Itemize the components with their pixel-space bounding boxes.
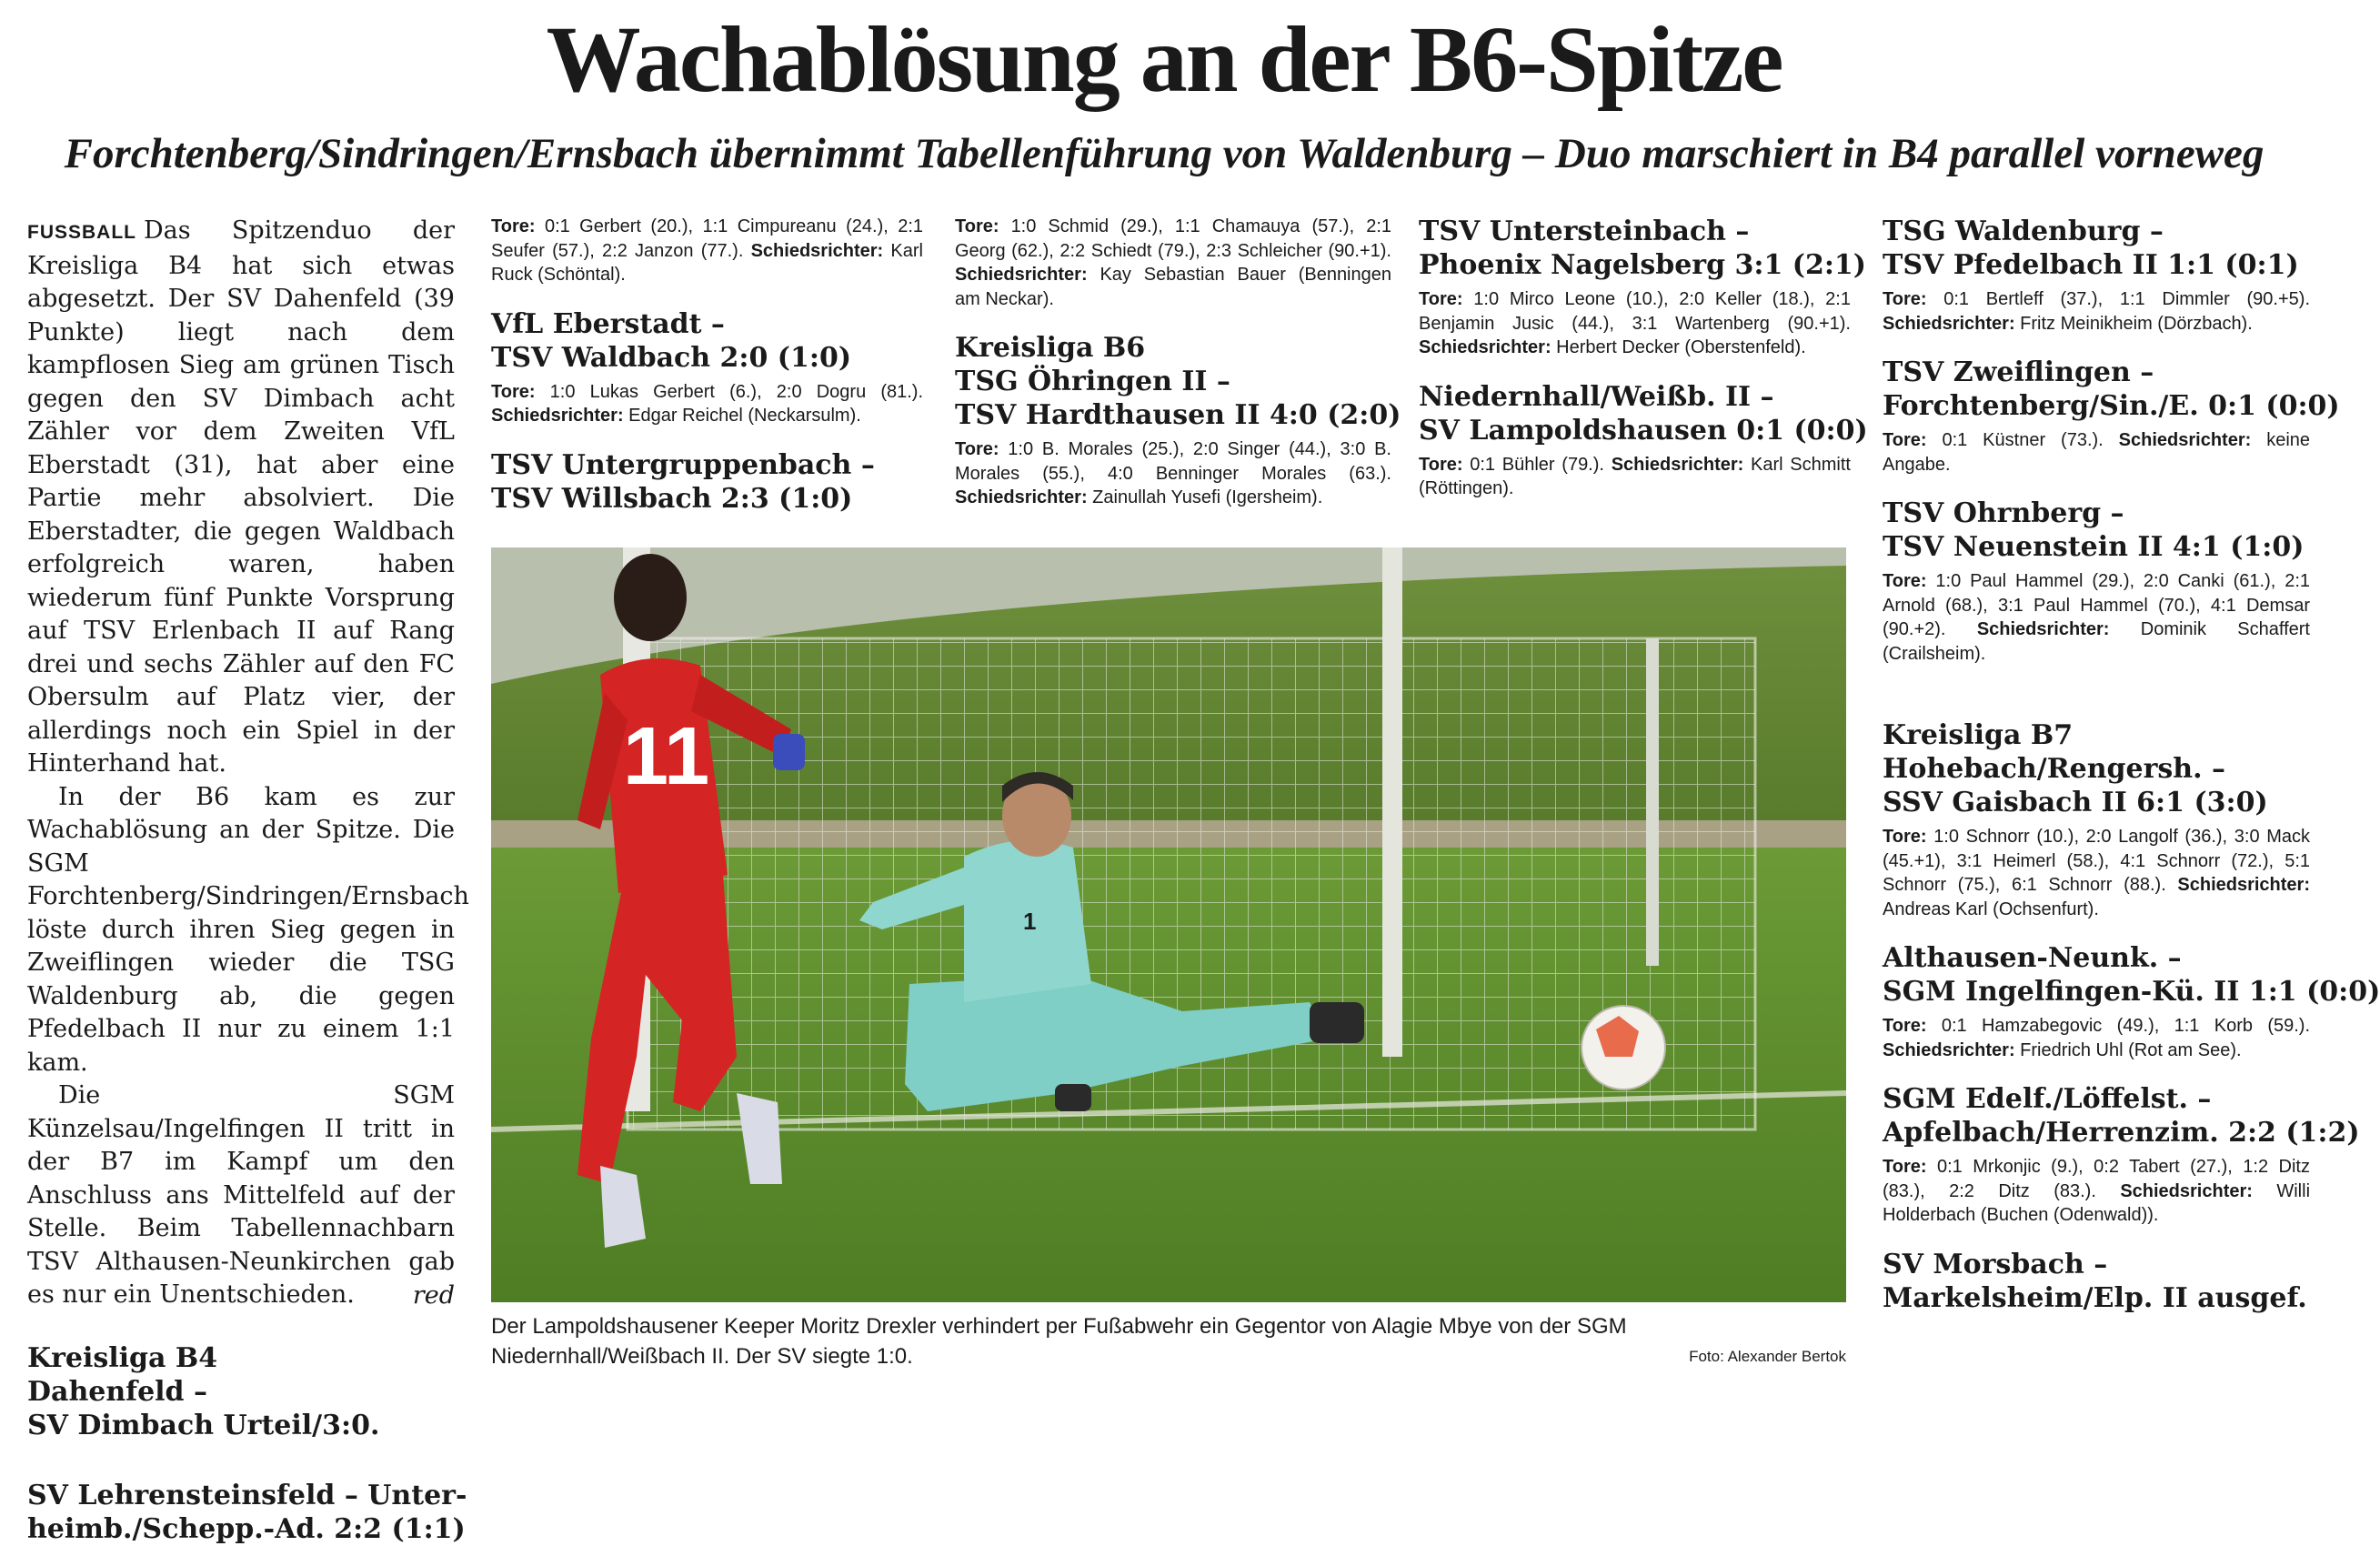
- match-details-continued: [955, 215, 1391, 311]
- referee-label: Schiedsrichter:: [1883, 313, 2015, 334]
- story-column: [27, 215, 469, 1545]
- goals-text: 0:1 Hamzabegovic (49.), 1:1 Korb (59.).: [1941, 1016, 2311, 1036]
- roofline: FUSSBALL: [27, 222, 136, 243]
- referee-label: Schiedsrichter:: [1883, 1039, 2015, 1060]
- results-column-2: [491, 215, 923, 536]
- referee-text: Andreas Karl (Ochsenfurt).: [1883, 898, 2099, 919]
- results-column-5: [1883, 215, 2380, 1388]
- referee-text: Friedrich Uhl (Rot am See).: [2020, 1039, 2242, 1060]
- match-lehrensteinsfeld: [27, 1479, 467, 1546]
- match-teams: Hohebach/Rengersh. –: [1883, 753, 2225, 785]
- match-teams: TSV Ohrnberg –: [1883, 497, 2124, 529]
- match-morsbach-markelsheim: [1883, 1248, 2310, 1315]
- goals-label: Tore:: [1883, 571, 1927, 591]
- match-result: TSV Willsbach 2:3 (1:0): [491, 482, 853, 515]
- match-edelfingen-apfelbach: [1883, 1082, 2360, 1228]
- goals-label: Tore:: [491, 381, 536, 402]
- match-waldenburg-pfedelbach: [1883, 215, 2310, 336]
- match-untergruppenbach-willsbach: [491, 448, 923, 516]
- results-column-4: [1419, 215, 1868, 521]
- goals-text: 0:1 Bühler (79.).: [1470, 454, 1604, 475]
- match-details-continued: [491, 215, 923, 287]
- headline: Wachablösung an der B6-Spitze: [546, 7, 1782, 112]
- football: [1582, 1006, 1665, 1089]
- match-niedernhall-lampoldshausen: [1419, 380, 1868, 501]
- goals-label: Tore:: [1883, 1157, 1927, 1177]
- match-result: Markelsheim/Elp. II ausgef.: [1883, 1281, 2307, 1314]
- goals-text: 1:0 Mirco Leone (10.), 2:0 Keller (18.), 2:1 Benjamin Jusic (44.), 3:1 Wartenberg (90.+1).: [1419, 289, 1851, 334]
- referee-text: Kay Sebastian Bauer (Benningen am Neckar).: [955, 265, 1391, 309]
- results-column-3: [955, 215, 1401, 530]
- match-teams: TSV Zweiflingen –: [1883, 356, 2154, 388]
- referee-label: Schiedsrichter:: [955, 487, 1088, 507]
- league-title: Kreisliga B7: [1883, 719, 2074, 751]
- match-result: heimb./Schepp.-Ad. 2:2 (1:1): [27, 1513, 466, 1545]
- referee-text: Fritz Meinikheim (Dörzbach).: [2020, 313, 2253, 334]
- match-zweiflingen-forchtenberg: [1883, 356, 2340, 477]
- match-result: Apfelbach/Herrenzim. 2:2 (1:2): [1883, 1117, 2360, 1149]
- match-untersteinbach-nagelsberg: [1419, 215, 1866, 360]
- match-result: SV Dimbach Urteil/3:0.: [27, 1410, 380, 1441]
- striker-glove: [773, 734, 805, 770]
- referee-label: Schiedsrichter:: [1976, 619, 2110, 639]
- match-oehringen-hardthausen: [955, 331, 1401, 510]
- match-result: SV Lampoldshausen 0:1 (0:0): [1419, 414, 1868, 447]
- referee-label: Schiedsrichter:: [2120, 1180, 2253, 1201]
- match-teams: Niedernhall/Weißb. II –: [1419, 380, 1774, 413]
- match-teams: TSV Untergruppenbach –: [491, 448, 875, 481]
- referee-text: keine Angabe.: [1883, 430, 2311, 475]
- referee-text: Karl Ruck (Schöntal).: [491, 240, 923, 285]
- referee-text: Edgar Reichel (Neckarsulm).: [628, 406, 861, 426]
- striker-head: [614, 554, 687, 641]
- match-teams: TSG Öhringen II –: [955, 366, 1230, 397]
- match-result: TSV Hardthausen II 4:0 (2:0): [955, 399, 1401, 431]
- goals-text: 1:0 B. Morales (25.), 2:0 Singer (44.), 3:0 B. Morales (55.), 4:0 Benninger Morales (63.).: [955, 439, 1391, 484]
- photo-credit: Foto: Alexander Bertok: [1689, 1348, 1846, 1365]
- goal-post-right: [1382, 547, 1402, 1057]
- goals-text: 1:0 Lukas Gerbert (6.), 2:0 Dogru (81.).: [549, 381, 924, 402]
- league-title: Kreisliga B6: [955, 332, 1146, 364]
- goals-text: 0:1 Gerbert (20.), 1:1 Cimpureanu (24.), 2:1 Seufer (57.), 2:2 Janzon (77.).: [491, 216, 924, 261]
- keeper-boot-left: [1055, 1084, 1091, 1111]
- goals-label: Tore:: [1419, 289, 1463, 309]
- referee-text: Herbert Decker (Oberstenfeld).: [1556, 337, 1806, 357]
- match-result: SSV Gaisbach II 6:1 (3:0): [1883, 787, 2268, 818]
- goals-label: Tore:: [1883, 827, 1927, 847]
- match-result: TSV Waldbach 2:0 (1:0): [491, 341, 852, 374]
- goals-label: Tore:: [1883, 1016, 1927, 1036]
- match-hohebach-gaisbach: [1883, 718, 2310, 921]
- goals-text: 0:1 Bertleff (37.), 1:1 Dimmler (90.+5).: [1943, 289, 2310, 309]
- jersey-number: 11: [623, 711, 710, 802]
- match-teams: TSV Untersteinbach –: [1419, 216, 1750, 247]
- match-photo: [491, 547, 1846, 1302]
- match-teams: SGM Edelf./Löffelst. –: [1883, 1083, 2212, 1115]
- goals-text: 0:1 Küstner (73.).: [1942, 430, 2104, 450]
- referee-text: Willi Holderbach (Buchen (Odenwald)).: [1883, 1180, 2311, 1225]
- match-ohrnberg-neuenstein: [1883, 497, 2310, 666]
- goals-label: Tore:: [1883, 430, 1927, 450]
- match-teams: SV Lehrensteinsfeld – Unter-: [27, 1480, 467, 1511]
- keeper-number: 1: [1023, 908, 1037, 935]
- goals-text: 1:0 Schnorr (10.), 2:0 Langolf (36.), 3:0 Mack (45.+1), 3:1 Heimerl (58.), 4:1 Schnorr (72.), 5:1 Schnorr (75.), 6:1 Schnorr (88.).: [1883, 827, 2311, 895]
- subline: Forchtenberg/Sindringen/Ernsbach übernimmt Tabellenführung von Waldenburg – Duo marschiert in B4 parallel vorneweg: [64, 130, 2265, 177]
- referee-label: Schiedsrichter:: [2118, 430, 2252, 450]
- league-title: Kreisliga B4: [27, 1342, 218, 1374]
- match-eberstadt-waldbach: [491, 307, 923, 428]
- referee-text: Dominik Schaffert (Crailsheim).: [1883, 619, 2310, 664]
- goals-text: 1:0 Paul Hammel (29.), 2:0 Canki (61.), 2:1 Arnold (68.), 3:1 Paul Hammel (70.), 4:1 Demsar (90.+2).: [1883, 571, 2310, 639]
- goals-label: Tore:: [1883, 289, 1927, 309]
- referee-label: Schiedsrichter:: [750, 240, 884, 261]
- match-teams: VfL Eberstadt –: [491, 307, 725, 340]
- match-dahenfeld: [27, 1341, 455, 1442]
- match-teams: SV Morsbach –: [1883, 1248, 2108, 1280]
- match-althausen-ingelfingen: [1883, 941, 2380, 1062]
- author-signature: red: [412, 1280, 455, 1310]
- goals-text: 0:1 Mrkonjic (9.), 0:2 Tabert (27.), 1:2 Ditz (83.), 2:2 Ditz (83.).: [1883, 1157, 2310, 1201]
- referee-text: Karl Schmitt (Röttingen).: [1419, 454, 1851, 498]
- story-paragraph-1: Das Spitzenduo der Kreisliga B4 hat sich etwas abgesetzt. Der SV Dahenfeld (39 Punkte) liegt nach dem kampflosen Sieg am grünen Tisch gegen den SV Dimbach acht Zähler vor dem Zweiten VfL Eberstadt (31), hat aber eine Partie mehr absolviert. Die Eberstadter, die gegen Waldbach erfolgreich waren, haben wiederum fünf Punkte Vorsprung auf TSV Erlenbach II auf Rang drei und sechs Zähler auf den FC Obersulm auf Platz vier, der allerdings noch ein Spiel in der Hinterhand hat.: [27, 216, 455, 778]
- match-result: TSV Pfedelbach II 1:1 (0:1): [1883, 249, 2299, 281]
- match-teams: Althausen-Neunk. –: [1883, 942, 2182, 974]
- story-paragraph-2: In der B6 kam es zur Wachablösung an der Spitze. Die SGM Forchtenberg/Sindringen/Ernsbach löste durch ihren Sieg gegen in Zweiflingen wieder die TSG Waldenburg ab, die gegen Pfedelbach II nur zu einem 1:1 kam.: [27, 782, 469, 1077]
- goals-label: Tore:: [1419, 454, 1463, 475]
- referee-label: Schiedsrichter:: [491, 406, 624, 426]
- keeper-boot: [1310, 1002, 1364, 1043]
- referee-label: Schiedsrichter:: [955, 265, 1088, 285]
- net-support: [1646, 638, 1659, 966]
- match-result: Forchtenberg/Sin./E. 0:1 (0:0): [1883, 390, 2340, 422]
- goals-label: Tore:: [955, 216, 999, 236]
- match-teams: Dahenfeld –: [27, 1376, 207, 1408]
- story-text: [27, 215, 469, 1312]
- referee-label: Schiedsrichter:: [1611, 454, 1744, 475]
- referee-label: Schiedsrichter:: [1419, 337, 1552, 357]
- match-result: TSV Neuenstein II 4:1 (1:0): [1883, 531, 2305, 563]
- story-paragraph-3: Die SGM Künzelsau/Ingelfingen II tritt in der B7 im Kampf um den Anschluss ans Mittelfeld auf der Stelle. Beim Tabellennachbarn TSV Althausen-Neunkirchen gab es nur ein Unentschieden.: [27, 1081, 455, 1309]
- goals-text: 1:0 Schmid (29.), 1:1 Chamauya (57.), 2:1 Georg (62.), 2:2 Schiedt (79.), 2:3 Schleicher (90.+1).: [955, 216, 1391, 261]
- referee-label: Schiedsrichter:: [2177, 875, 2310, 895]
- match-result: Phoenix Nagelsberg 3:1 (2:1): [1419, 249, 1866, 281]
- goals-label: Tore:: [491, 216, 536, 236]
- referee-text: Zainullah Yusefi (Igersheim).: [1092, 487, 1323, 507]
- goals-label: Tore:: [955, 439, 999, 459]
- match-teams: TSG Waldenburg –: [1883, 216, 2164, 247]
- photo-caption: Der Lampoldshausener Keeper Moritz Drexler verhindert per Fußabwehr ein Gegentor von Alagie Mbye von der SGM Niedernhall/Weißbach II. Der SV siegte 1:0.: [491, 1314, 1627, 1369]
- match-result: SGM Ingelfingen-Kü. II 1:1 (0:0): [1883, 976, 2380, 1008]
